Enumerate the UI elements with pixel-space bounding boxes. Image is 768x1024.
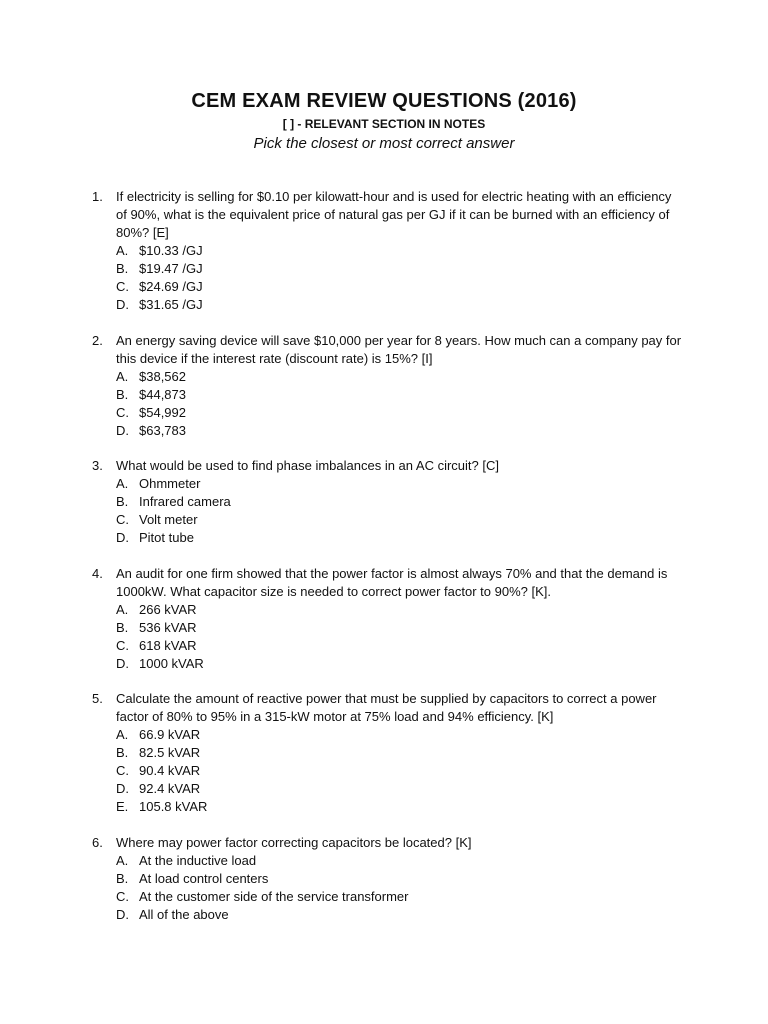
option-text: $38,562: [139, 368, 186, 384]
answer-option: [116, 386, 682, 404]
answer-option: [116, 404, 682, 422]
answer-options: [116, 726, 682, 816]
option-letter: D.: [116, 906, 129, 922]
answer-options: [116, 368, 682, 440]
option-letter: C.: [116, 888, 129, 904]
answer-option: [116, 529, 682, 547]
option-letter: C.: [116, 637, 129, 653]
option-text: 266 kVAR: [139, 601, 197, 617]
question-text: An energy saving device will save $10,000 per year for 8 years. How much can a company pay for this device if the interest rate (discount rate) is 15%? [I]: [116, 332, 682, 366]
option-letter: E.: [116, 799, 129, 814]
question-item: [92, 565, 682, 673]
option-text: Infrared camera: [139, 494, 231, 509]
answer-option: [116, 296, 682, 314]
option-text: $24.69 /GJ: [139, 279, 203, 294]
option-text: 536 kVAR: [139, 619, 197, 635]
instructions-text: Pick the closest or most correct answer: [253, 135, 515, 152]
option-letter: B.: [116, 870, 129, 886]
answer-option: [116, 762, 682, 780]
option-text: All of the above: [139, 906, 229, 922]
question-number: 1.: [92, 189, 103, 204]
option-text: At load control centers: [139, 870, 269, 886]
option-letter: A.: [116, 727, 129, 742]
page-title: CEM EXAM REVIEW QUESTIONS (2016): [191, 90, 577, 112]
option-text: $54,992: [139, 404, 186, 420]
option-letter: A.: [116, 601, 129, 617]
option-letter: A.: [116, 368, 129, 384]
question-number: 6.: [92, 834, 103, 850]
question-item: [92, 332, 682, 440]
option-text: Ohmmeter: [139, 476, 201, 491]
answer-option: [116, 780, 682, 798]
question-list: [92, 188, 682, 941]
answer-option: [116, 906, 682, 924]
answer-option: [116, 655, 682, 673]
answer-option: [116, 852, 682, 870]
answer-option: [116, 278, 682, 296]
option-letter: C.: [116, 279, 129, 294]
answer-option: [116, 511, 682, 529]
document-header: [0, 88, 768, 154]
question-item: [92, 457, 682, 547]
option-letter: B.: [116, 386, 129, 402]
answer-option: [116, 422, 682, 440]
question-number: 5.: [92, 691, 103, 706]
answer-option: [116, 637, 682, 655]
answer-option: [116, 368, 682, 386]
option-letter: A.: [116, 852, 129, 868]
option-text: At the inductive load: [139, 852, 257, 868]
option-letter: C.: [116, 512, 129, 527]
option-text: 105.8 kVAR: [139, 799, 208, 814]
option-text: $44,873: [139, 386, 186, 402]
answer-option: [116, 726, 682, 744]
option-text: $63,783: [139, 422, 186, 438]
option-letter: A.: [116, 476, 129, 491]
question-text: What would be used to find phase imbalances in an AC circuit? [C]: [116, 458, 499, 473]
option-letter: B.: [116, 745, 129, 760]
question-item: [92, 834, 682, 924]
question-item: [92, 690, 682, 816]
option-letter: B.: [116, 494, 129, 509]
option-text: 618 kVAR: [139, 637, 197, 653]
option-letter: D.: [116, 655, 129, 671]
question-text: Calculate the amount of reactive power that must be supplied by capacitors to correct a power factor of 80% to 95% in a 315-kW motor at 75% load and 94% efficiency. [K]: [116, 691, 657, 724]
answer-option: [116, 619, 682, 637]
answer-option: [116, 260, 682, 278]
option-text: 66.9 kVAR: [139, 727, 201, 742]
option-text: $10.33 /GJ: [139, 243, 203, 258]
answer-option: [116, 242, 682, 260]
option-text: 92.4 kVAR: [139, 781, 201, 796]
option-letter: C.: [116, 763, 129, 778]
option-letter: B.: [116, 619, 129, 635]
page-subtitle: [ ] - RELEVANT SECTION IN NOTES: [282, 117, 486, 131]
option-text: 90.4 kVAR: [139, 763, 201, 778]
option-text: Volt meter: [139, 512, 198, 527]
question-number: 4.: [92, 565, 103, 581]
option-letter: D.: [116, 422, 129, 438]
option-letter: C.: [116, 404, 129, 420]
question-text: If electricity is selling for $0.10 per kilowatt-hour and is used for electric heating with an efficiency of 90%, what is the equivalent price of natural gas per GJ if it can be burned with an efficiency of 80%? [E]: [116, 189, 672, 240]
question-number: 2.: [92, 332, 103, 348]
option-letter: A.: [116, 243, 129, 258]
answer-options: [116, 601, 682, 673]
answer-options: [116, 852, 682, 924]
option-letter: D.: [116, 297, 129, 312]
option-letter: D.: [116, 530, 129, 545]
answer-option: [116, 744, 682, 762]
question-text: An audit for one firm showed that the power factor is almost always 70% and that the demand is 1000kW. What capacitor size is needed to correct power factor to 90%? [K].: [116, 565, 668, 599]
option-text: 1000 kVAR: [139, 655, 204, 671]
answer-options: [116, 242, 682, 314]
option-text: 82.5 kVAR: [139, 745, 201, 760]
option-letter: B.: [116, 261, 129, 276]
option-text: $31.65 /GJ: [139, 297, 203, 312]
answer-option: [116, 870, 682, 888]
option-letter: D.: [116, 781, 129, 796]
option-text: $19.47 /GJ: [139, 261, 203, 276]
answer-option: [116, 601, 682, 619]
option-text: Pitot tube: [139, 530, 194, 545]
option-text: At the customer side of the service transformer: [139, 888, 409, 904]
answer-option: [116, 493, 682, 511]
answer-option: [116, 888, 682, 906]
question-number: 3.: [92, 458, 103, 473]
question-item: [92, 188, 682, 314]
question-text: Where may power factor correcting capacitors be located? [K]: [116, 834, 472, 850]
answer-options: [116, 475, 682, 547]
answer-option: [116, 475, 682, 493]
answer-option: [116, 798, 682, 816]
